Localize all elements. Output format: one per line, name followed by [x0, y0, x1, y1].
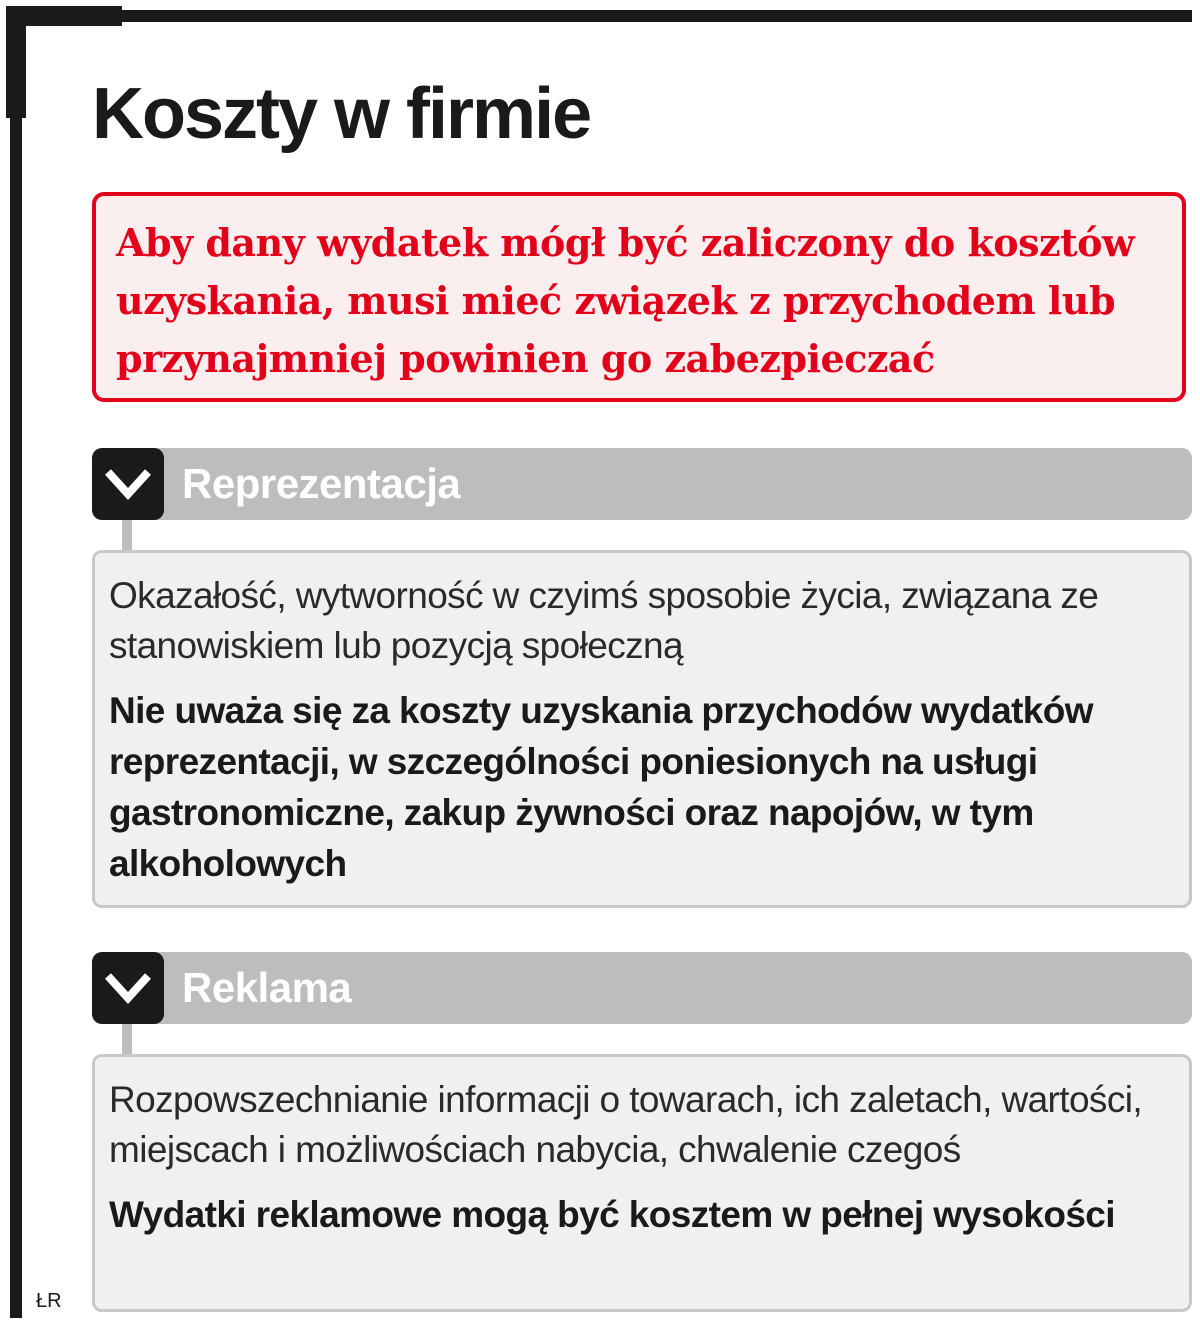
frame-left-line — [10, 10, 22, 1318]
section-connector — [122, 520, 132, 550]
frame-top-line — [8, 10, 1192, 22]
author-credit: ŁR — [36, 1290, 62, 1312]
intro-text: Aby dany wydatek mógł być zaliczony do kosztów uzyskania, musi mieć związek z przychodem lub przynajmniej powinien go zabezpieczać — [116, 220, 1135, 381]
section-connector — [122, 1024, 132, 1054]
section-content-reklama — [92, 1054, 1192, 1312]
intro-box — [92, 192, 1186, 402]
section-definition: Rozpowszechnianie informacji o towarach, ich zaletach, wartości, miejscach i możliwościach nabycia, chwalenie czegoś — [109, 1079, 1143, 1170]
section-rule: Nie uważa się za koszty uzyskania przychodów wydatków reprezentacji, w szczególności poniesionych na usługi gastronomiczne, zakup żywności oraz napojów, w tym alkoholowych — [109, 690, 1093, 884]
section-rule: Wydatki reklamowe mogą być kosztem w pełnej wysokości — [109, 1194, 1115, 1235]
page-title: Koszty w firmie — [92, 74, 591, 154]
section-heading: Reklama — [182, 964, 352, 1011]
chevron-down-icon — [92, 448, 164, 520]
frame-corner-left — [6, 6, 26, 118]
chevron-down-icon — [92, 952, 164, 1024]
section-definition: Okazałość, wytworność w czyimś sposobie życia, związana ze stanowiskiem lub pozycją społeczną — [109, 575, 1099, 666]
section-heading: Reprezentacja — [182, 460, 461, 507]
section-content-reprezentacja — [92, 550, 1192, 908]
section-header-reklama — [92, 952, 1192, 1024]
section-header-reprezentacja — [92, 448, 1192, 520]
